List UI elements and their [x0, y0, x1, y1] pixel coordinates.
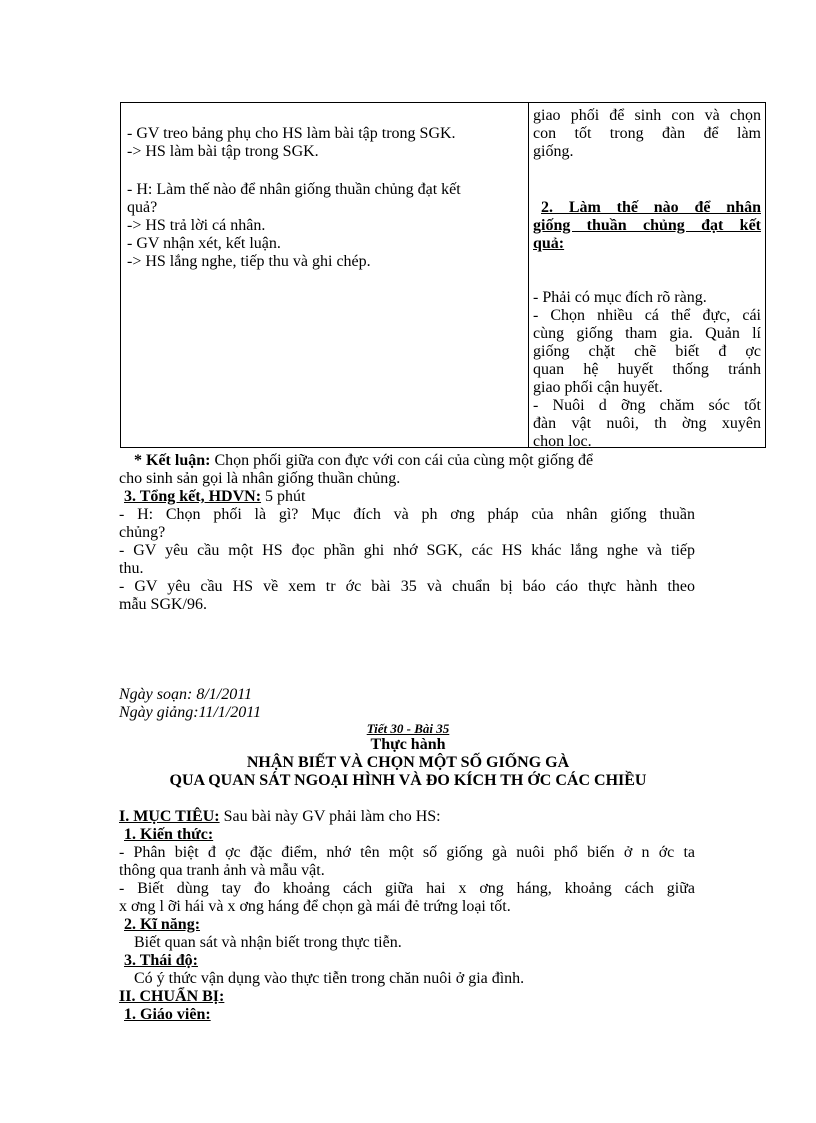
- right-cell-line: giao phối cận huyết.: [533, 379, 663, 396]
- section-heading: 2. Làm thế nào để nhân: [541, 199, 761, 216]
- summary-line: chủng?: [119, 524, 166, 541]
- conclusion-line: cho sinh sản gọi là nhân giống thuần chủng.: [119, 470, 401, 487]
- left-cell-line: -> HS làm bài tập trong SGK.: [127, 143, 319, 160]
- preparation-heading: II. CHUẨN BỊ:: [119, 988, 225, 1005]
- right-cell-line: quan hệ huyết thống tránh: [533, 361, 761, 378]
- conclusion-line: * Kết luận: Chọn phối giữa con đực với con cái của cùng một giống để: [134, 452, 594, 469]
- teacher-heading: 1. Giáo viên:: [124, 1006, 211, 1023]
- knowledge-heading: 1. Kiến thức:: [124, 826, 214, 843]
- left-cell-line: - GV treo bảng phụ cho HS làm bài tập trong SGK.: [127, 125, 456, 142]
- left-cell-line: quả?: [127, 199, 158, 216]
- section-heading: quả:: [533, 235, 565, 252]
- right-cell-line: chọn lọc.: [533, 433, 592, 448]
- knowledge-line: x ơng l ỡi hái và x ơng háng để chọn gà mái đẻ trứng loại tốt.: [119, 898, 511, 915]
- left-cell-line: - GV nhận xét, kết luận.: [127, 235, 281, 252]
- summary-line: thu.: [119, 560, 144, 577]
- right-cell-line: giao phối để sinh con và chọn: [533, 107, 761, 124]
- right-cell-line: con tốt trong đàn để làm: [533, 125, 761, 142]
- objectives-heading: I. MỤC TIÊU: Sau bài này GV phải làm cho HS:: [119, 808, 441, 825]
- right-cell-line: - Chọn nhiều cá thể đực, cái: [533, 307, 761, 324]
- lesson-title: QUA QUAN SÁT NGOẠI HÌNH VÀ ĐO KÍCH TH ỚC CÁC CHIỀU: [169, 772, 647, 789]
- date-prepared: Ngày soạn: 8/1/2011: [119, 686, 253, 703]
- summary-line: mẫu SGK/96.: [119, 596, 207, 613]
- knowledge-line: - Biết dùng tay đo khoảng cách giữa hai x ơng háng, khoảng cách giữa: [119, 880, 695, 897]
- lesson-type: Thực hành: [370, 736, 446, 753]
- lesson-number: Tiết 30 - Bài 35: [366, 721, 450, 736]
- activity-table: [120, 102, 766, 448]
- table-divider: [528, 103, 529, 447]
- knowledge-line: - Phân biệt đ ợc đặc điểm, nhớ tên một số giống gà nuôi phổ biến ở n ớc ta: [119, 844, 695, 861]
- left-cell-line: -> HS trả lời cá nhân.: [127, 217, 266, 234]
- knowledge-line: thông qua tranh ảnh và mẫu vật.: [119, 862, 325, 879]
- skills-heading: 2. Kĩ năng:: [124, 916, 201, 933]
- summary-line: - H: Chọn phối là gì? Mục đích và ph ơng pháp của nhân giống thuần: [119, 506, 695, 523]
- summary-heading: 3. Tổng kết, HDVN: 5 phút: [124, 488, 306, 505]
- right-cell-line: giống.: [533, 143, 574, 160]
- right-cell-line: đàn vật nuôi, th ờng xuyên: [533, 415, 761, 432]
- left-cell-line: - H: Làm thế nào để nhân giống thuần chủng đạt kết: [127, 181, 461, 198]
- attitude-text: Có ý thức vận dụng vào thực tiễn trong chăn nuôi ở gia đình.: [134, 970, 525, 987]
- right-cell-line: giống chặt chẽ biết đ ợc: [533, 343, 761, 360]
- attitude-heading: 3. Thái độ:: [124, 952, 198, 969]
- summary-line: - GV yêu cầu HS về xem tr ớc bài 35 và chuẩn bị báo cáo thực hành theo: [119, 578, 695, 595]
- section-heading: giống thuần chủng đạt kết: [533, 217, 761, 234]
- right-cell-line: - Nuôi d ỡng chăm sóc tốt: [533, 397, 761, 414]
- skills-text: Biết quan sát và nhận biết trong thực tiễn.: [134, 934, 402, 951]
- lesson-title: NHẬN BIẾT VÀ CHỌN MỘT SỐ GIỐNG GÀ: [246, 754, 570, 771]
- summary-line: - GV yêu cầu một HS đọc phần ghi nhớ SGK, các HS khác lắng nghe và tiếp: [119, 542, 695, 559]
- date-taught: Ngày giảng:11/1/2011: [119, 704, 262, 721]
- left-cell-line: -> HS lắng nghe, tiếp thu và ghi chép.: [127, 253, 371, 270]
- conclusion-label: * Kết luận:: [134, 452, 211, 469]
- right-cell-line: - Phải có mục đích rõ ràng.: [533, 289, 707, 306]
- right-cell-line: cùng giống tham gia. Quản lí: [533, 325, 761, 342]
